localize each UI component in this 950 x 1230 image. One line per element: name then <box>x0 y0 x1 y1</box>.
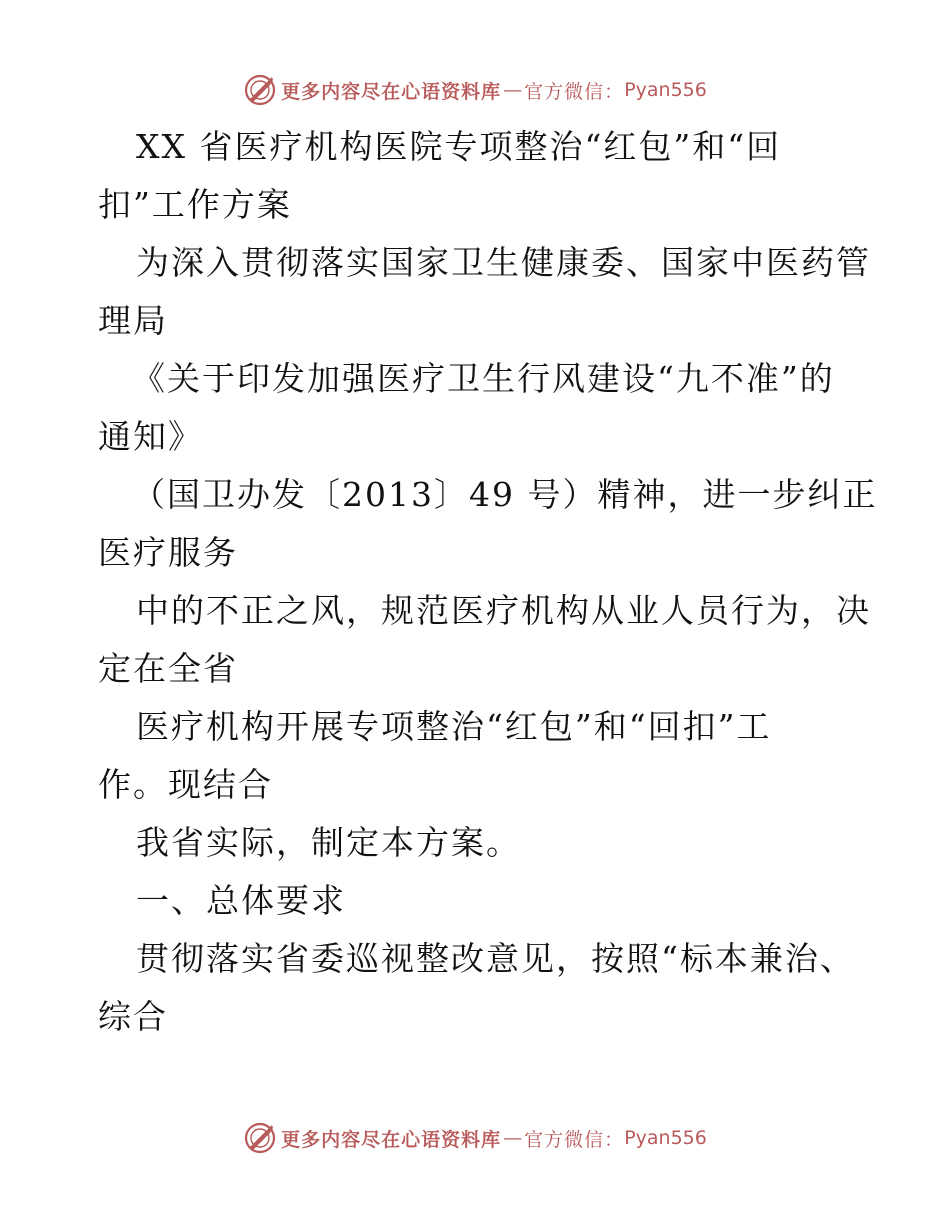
text-line: 为深入贯彻落实国家卫生健康委、国家中医药管 <box>136 243 871 282</box>
watermark-separator: — <box>503 1127 523 1149</box>
text-line: 《关于印发加强医疗卫生行风建设“九不准”的 <box>132 359 835 398</box>
pen-logo-icon <box>243 73 277 107</box>
text-line: （国卫办发〔2013〕49 号）精神，进一步纠正 <box>132 475 878 514</box>
text-line: 医疗服务 <box>98 533 238 572</box>
text-line: 定在全省 <box>98 649 238 688</box>
header-watermark <box>0 70 950 110</box>
text-line: 通知》 <box>98 417 203 456</box>
watermark-separator: — <box>503 79 523 101</box>
pen-logo-icon <box>243 1121 277 1155</box>
text-line: 中的不正之风，规范医疗机构从业人员行为，决 <box>136 591 871 630</box>
document-body <box>98 118 878 1046</box>
title-line-1: XX 省医疗机构医院专项整治“红包”和“回 <box>136 127 782 166</box>
text-line: 作。现结合 <box>98 765 273 804</box>
text-line: 医疗机构开展专项整治“红包”和“回扣”工 <box>136 707 772 746</box>
watermark-wechat-label: 官方微信： <box>524 1128 625 1151</box>
text-line: 理局 <box>98 301 168 340</box>
text-line: 综合 <box>98 997 168 1036</box>
watermark-site-name: 更多内容尽在心语资料库 <box>281 80 502 103</box>
watermark-wechat-id: Pyan556 <box>624 1127 707 1149</box>
watermark-wechat-label: 官方微信： <box>524 80 625 103</box>
watermark-site-name: 更多内容尽在心语资料库 <box>281 1128 502 1151</box>
title-line-2: 扣”工作方案 <box>98 185 292 224</box>
footer-watermark <box>0 1118 950 1158</box>
watermark-wechat-id: Pyan556 <box>624 79 707 101</box>
text-line: 贯彻落实省委巡视整改意见，按照“标本兼治、 <box>136 939 855 978</box>
text-line: 我省实际，制定本方案。 <box>136 823 521 862</box>
section-heading: 一、总体要求 <box>136 881 346 920</box>
